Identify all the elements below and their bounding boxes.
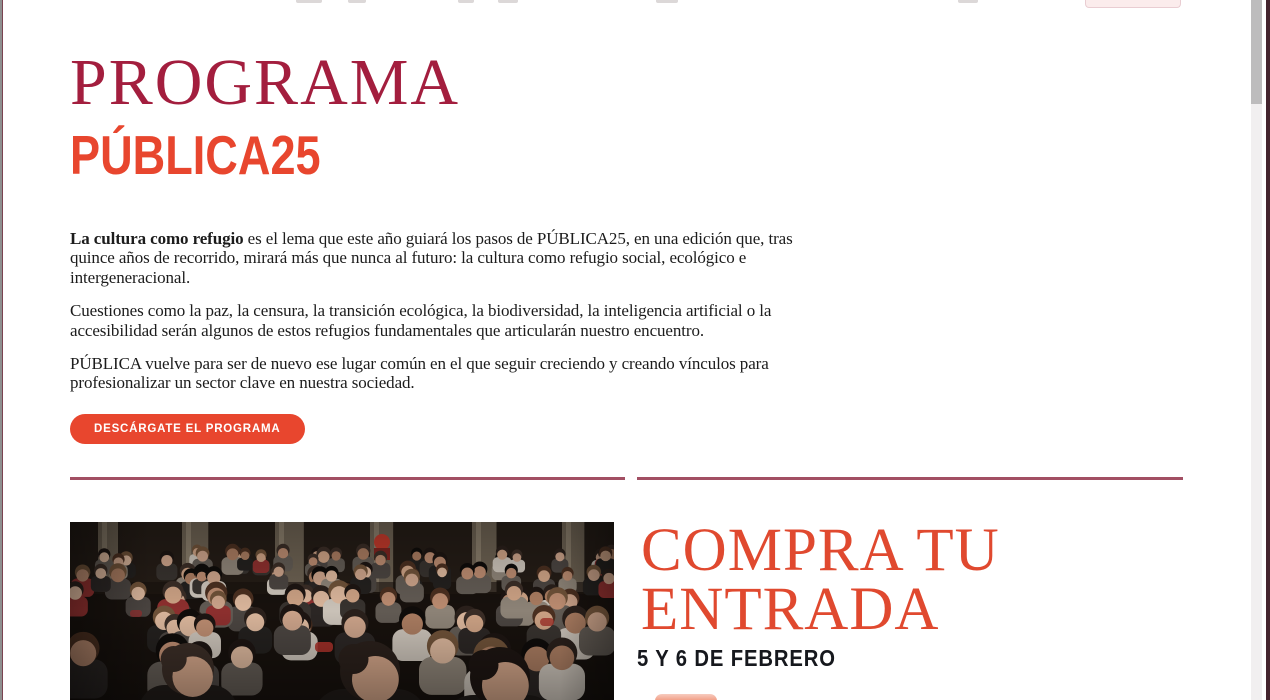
program-intro-text xyxy=(70,229,818,407)
paragraph-3: PÚBLICA vuelve para ser de nuevo ese lugar común en el que seguir creciendo y creando vínculos para profesionalizar un sector clave en nuestra sociedad. xyxy=(70,353,769,393)
download-program-button[interactable]: DESCÁRGATE EL PROGRAMA xyxy=(70,414,305,444)
paragraph-2: Cuestiones como la paz, la censura, la transición ecológica, la biodiversidad, la inteligencia artificial o la accesibilidad serán algunos de estos refugios fundamentales que articularán nuestro encuentro. xyxy=(70,301,772,340)
audience-photo xyxy=(70,522,614,700)
buy-tickets-title: COMPRA TU ENTRADA xyxy=(641,517,1000,644)
nav-item-remnant xyxy=(348,0,366,3)
divider-right xyxy=(637,477,1183,480)
audience-photo-illustration xyxy=(70,522,614,700)
nav-item-remnant xyxy=(498,0,518,3)
event-dates: 5 Y 6 DE FEBRERO xyxy=(637,645,836,671)
divider-left xyxy=(70,477,625,480)
paragraph-1: La cultura como refugio es el lema que este año guiará los pasos de PÚBLICA25, en una edición que, tras quince años de recorrido, mirará más que nunca al futuro: la cultura como refugio social, ecológico e intergeneracional. xyxy=(70,229,793,287)
page-border-left xyxy=(2,0,3,700)
lead-phrase: La cultura como refugio xyxy=(70,229,244,248)
nav-item-remnant xyxy=(458,0,474,3)
nav-cta-button-partial[interactable] xyxy=(1085,0,1181,8)
buy-ticket-button-partial[interactable] xyxy=(655,694,717,700)
page-title: PROGRAMA xyxy=(70,46,461,119)
scrollbar-thumb[interactable] xyxy=(1251,0,1262,104)
nav-item-remnant xyxy=(296,0,322,3)
nav-item-remnant xyxy=(656,0,678,3)
page-subtitle: PÚBLICA25 xyxy=(70,124,321,186)
scrollbar-track[interactable] xyxy=(1251,0,1262,700)
nav-item-remnant xyxy=(958,0,978,3)
page-border-right xyxy=(1266,0,1270,700)
